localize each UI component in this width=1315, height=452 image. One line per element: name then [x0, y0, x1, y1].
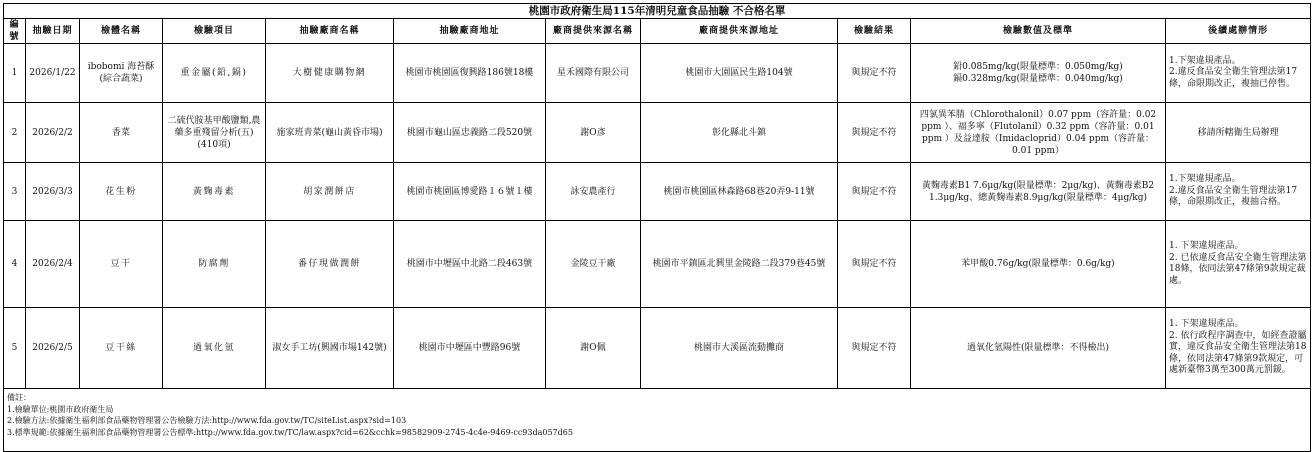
cell-vendor: 大樹健康購物網	[266, 44, 394, 103]
value-line: 黃麴毒素B1 7.6μg/kg(限量標準：2μg/kg)、黃麴毒素B2 1.3μg/kg、總黃麴毒素8.9μg/kg(限量標準：4μg/kg)	[921, 180, 1155, 203]
header-item: 檢驗項目	[163, 19, 266, 44]
cell-date: 2026/2/5	[26, 308, 80, 389]
cell-sample: 香菜	[80, 103, 163, 163]
table-row	[4, 163, 1311, 221]
followup-line: 1. 下架違規產品。	[1169, 241, 1244, 251]
followup-line: 2.違反食品安全衛生管理法第17條，命限期改正，複抽合格。	[1169, 185, 1298, 208]
value-line: 過氧化氫陽性(限量標準：不得檢出)	[966, 343, 1110, 353]
cell-source-address: 彰化縣北斗鎮	[641, 103, 838, 163]
header-followup: 後續處辦情形	[1166, 19, 1311, 44]
cell-date: 2026/2/4	[26, 221, 80, 308]
header-vendor-address: 抽驗廠商地址	[394, 19, 546, 44]
cell-no: 4	[4, 221, 26, 308]
cell-result: 與規定不符	[838, 44, 911, 103]
cell-sample: 豆干	[80, 221, 163, 308]
cell-followup	[1166, 103, 1311, 163]
header-sample: 檢體名稱	[80, 19, 163, 44]
cell-values	[911, 44, 1166, 103]
cell-source-address: 桃園市平鎮區北興里金陵路二段379巷45號	[641, 221, 838, 308]
followup-line: 2. 依行政程序調查中，如經查證屬實，違反食品安全衛生管理法第18條，依同法第47條第9款規定，可處新臺幣3萬至300萬元罰鍰。	[1169, 330, 1307, 376]
cell-item: 黃麴毒素	[163, 163, 266, 221]
followup-line: 1.下架違規產品。	[1169, 55, 1241, 66]
header-source-address: 廠商提供來源地址	[641, 19, 838, 44]
cell-sample: 花生粉	[80, 163, 163, 221]
cell-vendor: 胡家潤餅店	[266, 163, 394, 221]
cell-vendor-address: 桃園市桃園區博愛路１６號１樓	[394, 163, 546, 221]
failed-inspection-table	[3, 3, 1311, 452]
header-values: 檢驗數值及標準	[911, 19, 1166, 44]
report-title: 桃園市政府衛生局115年清明兒童食品抽驗 不合格名單	[4, 4, 1311, 19]
cell-no: 3	[4, 163, 26, 221]
note-line: 3.標準規範:依據衛生福利部食品藥物管理署公告標準:http://www.fda.gov.tw/TC/law.aspx?cid=62&cchk=98582909-2745-4c4e-9469-cc93da057d65	[7, 427, 573, 437]
cell-source: 謝O佩	[546, 308, 641, 389]
cell-source: 星禾國際有限公司	[546, 44, 641, 103]
cell-vendor: 番仔現做潤餅	[266, 221, 394, 308]
header-source: 廠商提供來源名稱	[546, 19, 641, 44]
note-line: 1.檢驗單位:桃園市政府衛生局	[7, 404, 114, 414]
value-line: 鉛0.085mg/kg(限量標準：0.050mg/kg)	[953, 62, 1123, 72]
cell-source-address: 桃園市桃園區林森路68巷20弄9-11號	[641, 163, 838, 221]
notes-heading: 備註：	[7, 393, 31, 402]
followup-line: 1. 下架違規產品。	[1169, 319, 1244, 330]
followup-line: 1.下架違規產品。	[1169, 174, 1241, 185]
cell-sample: ibobomi 海苔酥(綜合蔬菜)	[80, 44, 163, 103]
cell-result: 與規定不符	[838, 103, 911, 163]
cell-source-address: 桃園市大溪區流動攤商	[641, 308, 838, 389]
cell-sample: 豆干絲	[80, 308, 163, 389]
followup-line: 2.違反食品安全衛生管理法第17條，命限期改正，複抽已停售。	[1169, 67, 1298, 89]
cell-date: 2026/1/22	[26, 44, 80, 103]
cell-vendor-address: 桃園市中壢區中北路二段463號	[394, 221, 546, 308]
cell-vendor: 淑女手工坊(興國市場142號)	[266, 308, 394, 389]
cell-item: 過氧化氫	[163, 308, 266, 389]
cell-no: 1	[4, 44, 26, 103]
cell-result: 與規定不符	[838, 308, 911, 389]
cell-values	[911, 163, 1166, 221]
table-row	[4, 221, 1311, 308]
header-result: 檢驗結果	[838, 19, 911, 44]
followup-line: 移請所轄衛生局辦理	[1197, 127, 1279, 138]
notes-row	[4, 389, 1311, 452]
cell-result: 與規定不符	[838, 221, 911, 308]
table-header-row	[4, 19, 1311, 44]
cell-date: 2026/3/3	[26, 163, 80, 221]
cell-item: 防腐劑	[163, 221, 266, 308]
cell-item: 二硫代胺基甲酸鹽類,農藥多重殘留分析(五)(410項)	[163, 103, 266, 163]
cell-followup	[1166, 44, 1311, 103]
cell-date: 2026/2/2	[26, 103, 80, 163]
note-line: 2.檢驗方法:依據衛生福利部食品藥物管理署公告檢驗方法:http://www.fda.gov.tw/TC/siteList.aspx?sid=103	[7, 416, 407, 425]
table-row	[4, 103, 1311, 163]
cell-values	[911, 308, 1166, 389]
cell-values	[911, 221, 1166, 308]
table-row	[4, 44, 1311, 103]
cell-vendor: 施家班青菜(龜山黃昏市場)	[266, 103, 394, 163]
header-vendor: 抽驗廠商名稱	[266, 19, 394, 44]
cell-vendor-address: 桃園市龜山區忠義路二段520號	[394, 103, 546, 163]
cell-no: 2	[4, 103, 26, 163]
cell-source: 金陵豆干廠	[546, 221, 641, 308]
cell-followup	[1166, 163, 1311, 221]
cell-followup	[1166, 221, 1311, 308]
inspection-report	[3, 3, 1310, 452]
table-row	[4, 308, 1311, 389]
cell-source-address: 桃園市大園區民生路104號	[641, 44, 838, 103]
cell-no: 5	[4, 308, 26, 389]
header-date: 抽驗日期	[26, 19, 80, 44]
cell-source: 謝O彥	[546, 103, 641, 163]
notes-cell	[4, 389, 1311, 452]
cell-source: 詠安農產行	[546, 163, 641, 221]
cell-item: 重金屬(鉛,鎘)	[163, 44, 266, 103]
cell-vendor-address: 桃園市桃園區復興路186號18樓	[394, 44, 546, 103]
value-line: 四氯異苯腈（Chlorothalonil）0.07 ppm（容許量：0.02 ppm ）、福多寧（Flutolanil）0.32 ppm（容許量：0.01 ppm ）及益達胺（Imidacloprid）0.04 ppm（容許量：0.01 ppm）	[919, 109, 1157, 156]
cell-result: 與規定不符	[838, 163, 911, 221]
value-line: 鎘0.328mg/kg(限量標準：0.040mg/kg)	[953, 74, 1123, 84]
cell-followup	[1166, 308, 1311, 389]
cell-values	[911, 103, 1166, 163]
value-line: 苯甲酸0.76g/kg(限量標準：0.6g/kg)	[961, 259, 1115, 269]
followup-line: 2. 已依違反食品安全衛生管理法第18條，依同法第47條第9款規定裁處。	[1169, 252, 1307, 286]
header-no: 編號	[4, 19, 26, 44]
cell-vendor-address: 桃園市中壢區中豐路96號	[394, 308, 546, 389]
